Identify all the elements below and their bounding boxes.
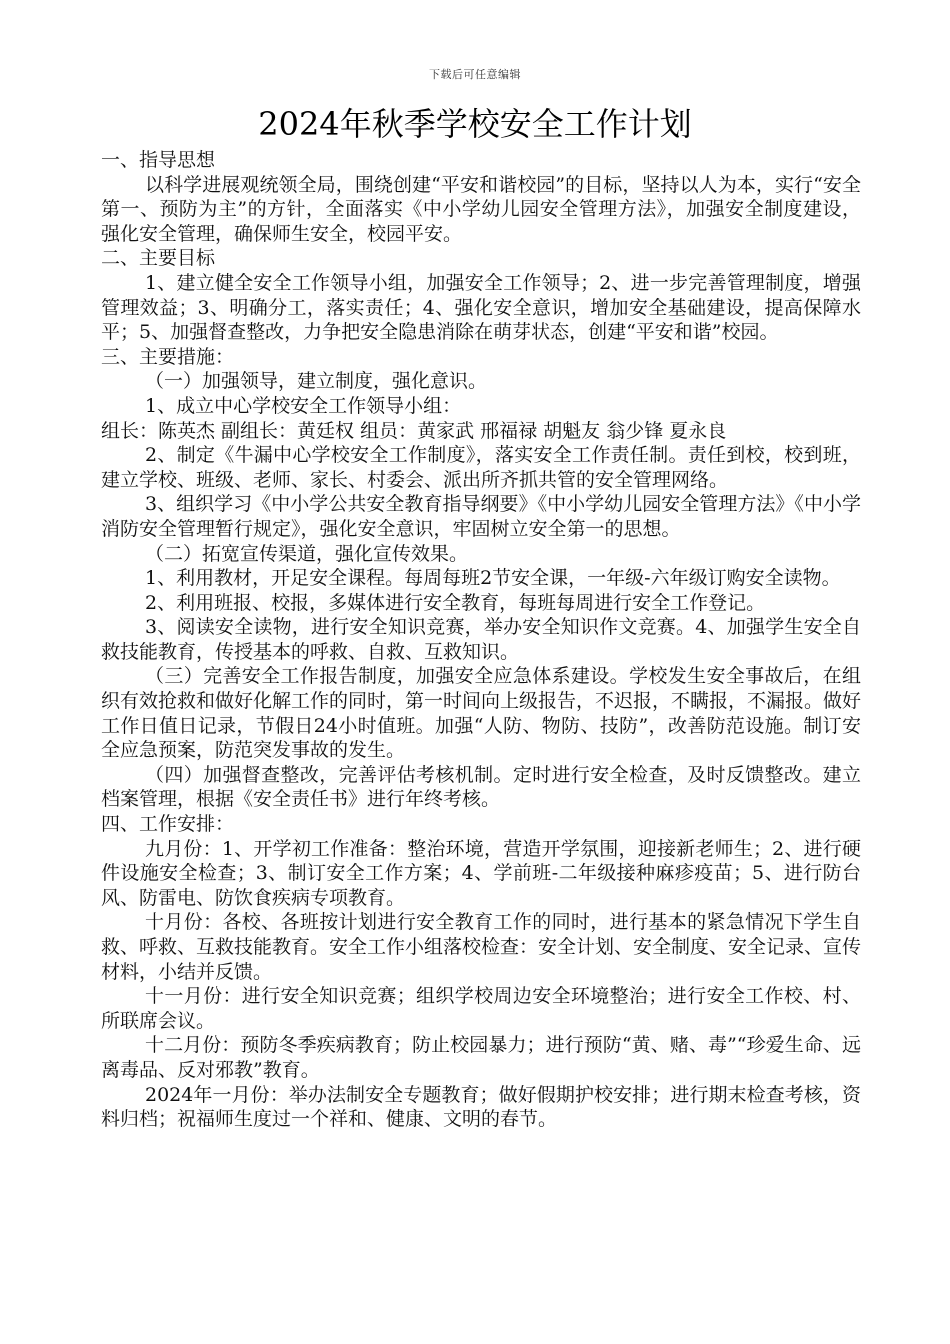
paragraph: 3、阅读安全读物，进行安全知识竞赛，举办安全知识作文竞赛。4、加强学生安全自救技能教育，传授基本的呼救、自救、互救知识。 [101, 616, 861, 663]
paragraph: 1、成立中心学校安全工作领导小组： [145, 394, 462, 417]
paragraph: 以科学进展观统领全局，围绕创建“平安和谐校园”的目标，坚持以人为本，实行“安全第一、预防为主”的方针，全面落实《中小学幼儿园安全管理方法》，加强安全制度建设，强化安全管理，确保师生安全，校园平安。 [101, 173, 861, 245]
subheading: （二）拓宽宣传渠道，强化宣传效果。 [145, 542, 469, 565]
header-note: 下载后可任意编辑 [429, 68, 521, 81]
heading-guiding-ideology: 一、指导思想 [101, 149, 216, 171]
paragraph: 十二月份：预防冬季疾病教育；防止校园暴力；进行预防“黄、赌、毒”“珍爱生命、远离毒品、反对邪教”教育。 [101, 1034, 861, 1081]
paragraph: （三）完善安全工作报告制度，加强安全应急体系建设。学校发生安全事故后，在组织有效抢救和做好化解工作的同时，第一时间向上级报告，不迟报，不瞒报，不漏报。做好工作日值日记录，节假日24小时值班。加强“人防、物防、技防”，改善防范设施。制订安全应急预案，防范突发事故的发生。 [101, 665, 862, 762]
paragraph: 九月份：1、开学初工作准备：整治环境，营造开学氛围，迎接新老师生；2、进行硬件设施安全检查；3、制订安全工作方案；4、学前班-二年级接种麻疹疫苗；5、进行防台风、防雷电、防饮食疾病专项教育。 [101, 837, 861, 909]
heading-main-measures: 三、主要措施： [101, 345, 235, 368]
heading-main-goals: 二、主要目标 [101, 247, 216, 270]
paragraph: 组长：陈英杰 副组长：黄廷权 组员：黄家武 邢福禄 胡魁友 翁少锋 夏永良 [101, 419, 727, 442]
paragraph: 3、组织学习《中小学公共安全教育指导纲要》《中小学幼儿园安全管理方法》《中小学消防安全管理暂行规定》，强化安全意识，牢固树立安全第一的思想。 [101, 493, 861, 540]
paragraph: 2024年一月份：举办法制安全专题教育；做好假期护校安排；进行期末检查考核，资料归档；祝福师生度过一个祥和、健康、文明的春节。 [101, 1083, 861, 1131]
paragraph: 2、利用班报、校报，多媒体进行安全教育，每班每周进行安全工作登记。 [145, 591, 766, 614]
paragraph: 2、制定《牛漏中心学校安全工作制度》，落实安全工作责任制。责任到校，校到班，建立学校、班级、老师、家长、村委会、派出所齐抓共管的安全管理网络。 [101, 444, 861, 491]
paragraph: 十一月份：进行安全知识竞赛；组织学校周边安全环境整治；进行安全工作校、村、所联席会议。 [101, 985, 861, 1032]
paragraph: 十月份：各校、各班按计划进行安全教育工作的同时，进行基本的紧急情况下学生自救、呼救、互救技能教育。安全工作小组落校检查：安全计划、安全制度、安全记录、宣传材料，小结并反馈。 [101, 911, 862, 983]
document-title: 2024年秋季学校安全工作计划 [258, 105, 692, 143]
paragraph: （四）加强督查整改，完善评估考核机制。定时进行安全检查，及时反馈整改。建立档案管理，根据《安全责任书》进行年终考核。 [101, 763, 861, 811]
document-body [101, 148, 861, 1132]
paragraph: 1、建立健全安全工作领导小组，加强安全工作领导；2、进一步完善管理制度，增强管理效益；3、明确分工，落实责任；4、强化安全意识，增加安全基础建设，提高保障水平；5、加强督查整改，力争把安全隐患消除在萌芽状态，创建“平安和谐”校园。 [101, 271, 861, 344]
heading-work-schedule: 四、工作安排： [101, 813, 235, 836]
subheading: （一）加强领导，建立制度，强化意识。 [145, 370, 488, 393]
paragraph: 1、利用教材，开足安全课程。每周每班2节安全课，一年级-六年级订购安全读物。 [145, 567, 841, 590]
